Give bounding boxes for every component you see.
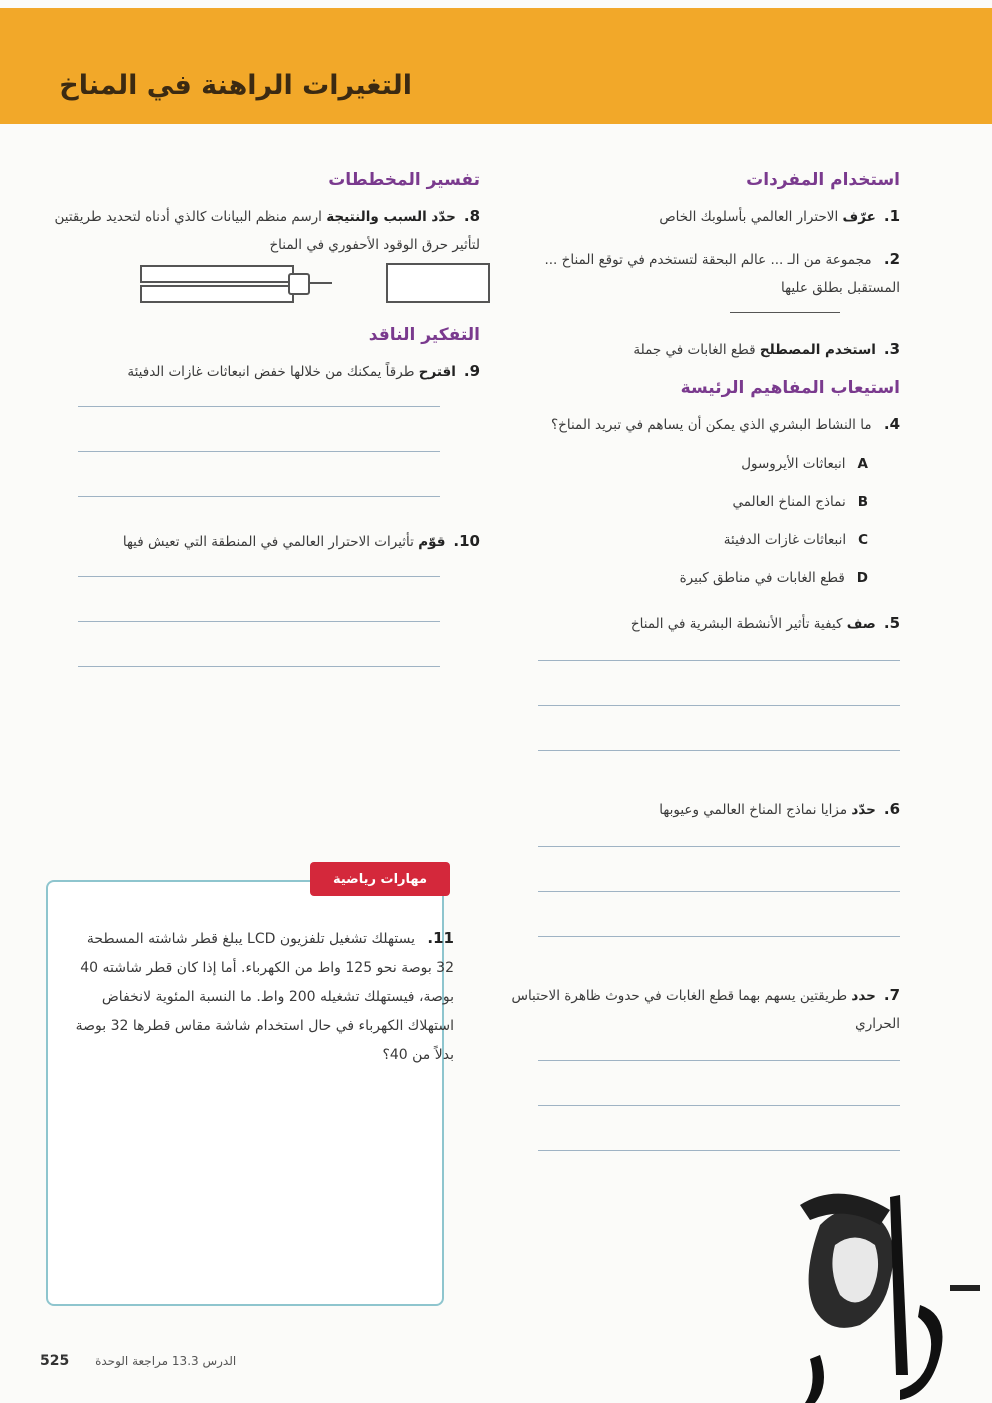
question-4 xyxy=(505,410,900,439)
question-text: يستهلك تشغيل تلفزيون LCD يبلغ قطر شاشته المسطحة 32 بوصة نحو 125 واط من الكهرباء. أما إذا كان قطر شاشته 40 بوصة، فيستهلك تشغيله 200 واط. ما النسبة المئوية لانخفاض استهلاك الكهرباء في حال استخدام شاشة مقاس قطرها 32 بوصة بدلاً من 40؟ xyxy=(75,931,454,1063)
portrait-logo-image xyxy=(780,1185,992,1403)
question-8 xyxy=(50,202,480,259)
question-keyword: قوّم xyxy=(418,534,446,550)
organizer-box-bottom xyxy=(140,285,294,303)
math-skills-tag: مهارات رياضية xyxy=(310,862,450,896)
options-list xyxy=(505,445,900,597)
answer-lines[interactable] xyxy=(538,660,900,751)
question-text: طرقاً يمكنك من خلالها خفض انبعاثات غازات الدفيئة xyxy=(127,364,415,380)
left-column xyxy=(50,170,480,711)
option-a[interactable]: Aانبعاثات الأيروسول xyxy=(741,456,868,472)
question-keyword: استخدم المصطلح xyxy=(759,342,876,358)
answer-blank[interactable] xyxy=(730,312,840,313)
question-3 xyxy=(505,335,900,364)
question-text: كيفية تأثير الأنشطة البشرية في المناخ xyxy=(630,616,843,632)
question-number: 3. xyxy=(883,340,900,358)
question-text: الاحترار العالمي بأسلوبك الخاص xyxy=(659,209,839,225)
question-text: مجموعة من الـ ... عالم البحقة لتستخدم في توقع المناخ ... المستقبل بطلق عليها xyxy=(544,252,900,296)
question-number: 7. xyxy=(883,986,900,1004)
question-7 xyxy=(505,981,900,1038)
title-banner xyxy=(0,8,992,124)
option-b[interactable]: Bنماذج المناخ العالمي xyxy=(732,494,868,510)
organizer-line xyxy=(308,282,332,284)
question-keyword: حدّد xyxy=(851,802,876,818)
section-heading-critical: التفكير الناقد xyxy=(368,325,480,345)
question-text: قطع الغابات في جملة xyxy=(633,342,756,358)
page-number: 525 xyxy=(40,1353,70,1369)
question-6 xyxy=(505,795,900,824)
answer-lines[interactable] xyxy=(538,1060,900,1151)
question-keyword: صف xyxy=(846,616,876,632)
option-c[interactable]: Cانبعاثات غازات الدفيئة xyxy=(723,532,868,548)
question-keyword: حدّد السبب والنتيجة xyxy=(326,209,456,225)
question-number: 1. xyxy=(883,207,900,225)
question-number: 5. xyxy=(883,614,900,632)
question-1 xyxy=(505,202,900,231)
question-2 xyxy=(505,245,900,302)
question-number: 6. xyxy=(883,800,900,818)
organizer-connector xyxy=(288,273,310,295)
section-heading-concepts: استيعاب المفاهيم الرئيسة xyxy=(680,378,900,398)
answer-lines[interactable] xyxy=(78,576,440,667)
section-heading-vocab: استخدام المفردات xyxy=(746,170,900,190)
organizer-box-cause xyxy=(386,263,490,303)
question-text: ما النشاط البشري الذي يمكن أن يساهم في تبريد المناخ؟ xyxy=(550,417,872,433)
question-text: تأثيرات الاحترار العالمي في المنطقة التي تعيش فيها xyxy=(122,534,414,550)
question-number: 9. xyxy=(463,362,480,380)
page-title: التغيرات الراهنة في المناخ xyxy=(59,70,412,101)
right-column xyxy=(505,170,900,1195)
question-keyword: عرّف xyxy=(842,209,876,225)
question-text: طريقتين يسهم بهما قطع الغابات في حدوث ظاهرة الاحتباس الحراري xyxy=(511,988,900,1032)
question-keyword: حدد xyxy=(851,988,876,1004)
section-heading-graphics: تفسير المخططات xyxy=(328,170,480,190)
option-d[interactable]: Dقطع الغابات في مناطق كبيرة xyxy=(679,570,868,586)
question-number: 2. xyxy=(883,250,900,268)
question-11 xyxy=(74,924,454,1070)
question-keyword: اقترح xyxy=(418,364,456,380)
footer-text: الدرس 13.3 مراجعة الوحدة xyxy=(95,1354,237,1368)
cause-effect-organizer[interactable] xyxy=(140,263,390,307)
organizer-box-top xyxy=(140,265,294,283)
question-text: مزايا نماذج المناخ العالمي وعيوبها xyxy=(659,802,848,818)
question-10 xyxy=(50,527,480,556)
question-9 xyxy=(50,357,480,386)
question-number: 8. xyxy=(463,207,480,225)
question-number: 11. xyxy=(427,929,454,947)
question-5 xyxy=(505,609,900,638)
question-text: ارسم منظم البيانات كالذي أدناه لتحديد طريقتين لتأثير حرق الوقود الأحفوري في المناخ xyxy=(54,209,480,253)
page-footer xyxy=(40,1353,236,1369)
question-number: 4. xyxy=(883,415,900,433)
question-number: 10. xyxy=(453,532,480,550)
answer-lines[interactable] xyxy=(538,846,900,937)
answer-lines[interactable] xyxy=(78,406,440,497)
